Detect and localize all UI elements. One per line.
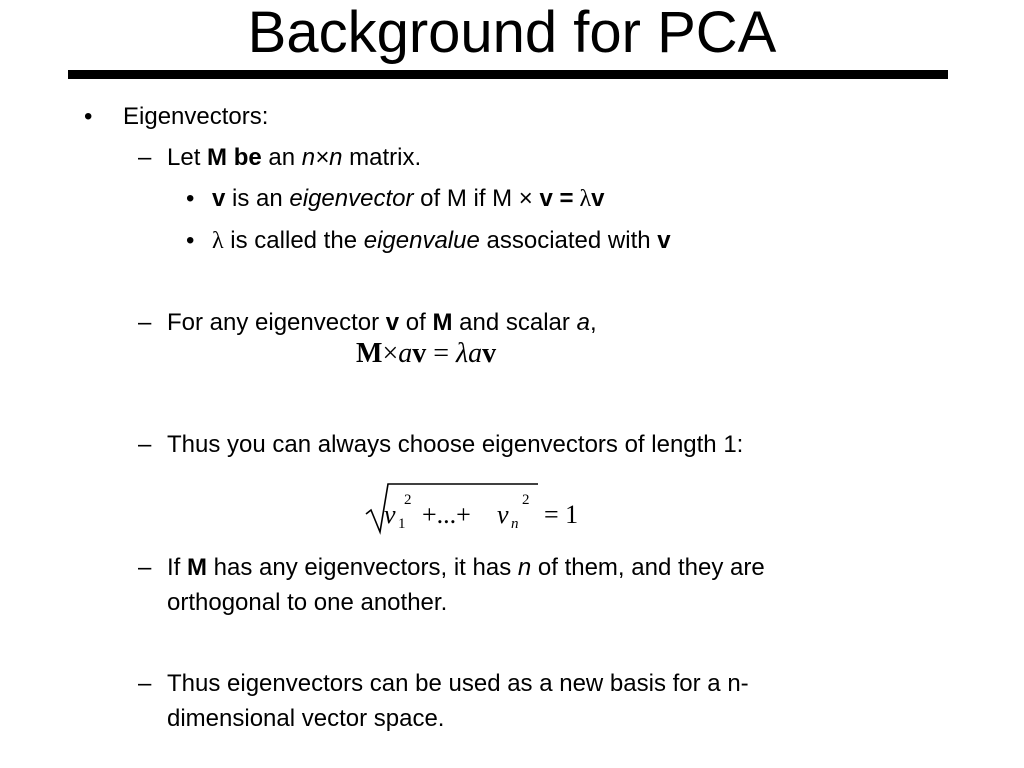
bold-v-eq: v =: [539, 185, 574, 212]
dash-marker: –: [138, 670, 152, 697]
italic-eigenvalue: eigenvalue: [363, 227, 480, 254]
eq-equals: =: [426, 338, 457, 369]
lambda: λ: [573, 186, 592, 212]
eq-equals-one: = 1: [544, 500, 579, 529]
eq-a: a: [398, 338, 413, 369]
sub-bullet-orthogonal-line2: orthogonal to one another.: [167, 589, 448, 616]
text: If: [167, 554, 188, 581]
bold-be: be: [227, 144, 262, 171]
sub-bullet-any-eigenvector: [167, 308, 597, 338]
text: and scalar: [452, 309, 577, 336]
italic-n: n: [517, 554, 532, 581]
bullet-marker: •: [84, 103, 93, 130]
dash-marker: –: [138, 554, 152, 581]
eq-m: M: [356, 338, 383, 369]
text: associated with: [479, 227, 658, 254]
text: has any eigenvectors, it has: [207, 554, 518, 581]
eq-vn-letter: v: [497, 500, 509, 529]
bold-m: M: [187, 554, 208, 581]
text: of: [399, 309, 433, 336]
sub-bullet-let-m: [167, 143, 421, 173]
bold-m: M: [207, 144, 228, 171]
bold-v: v: [385, 309, 400, 336]
title-underline: [68, 70, 948, 79]
sub-bullet-length-one: Thus you can always choose eigenvectors of length 1:: [167, 431, 744, 458]
dash-marker: –: [138, 431, 152, 458]
sub-bullet-new-basis-line2: dimensional vector space.: [167, 705, 445, 732]
eq-sup-2: 2: [404, 492, 412, 508]
eq-times: ×: [382, 338, 399, 369]
text: is an: [225, 185, 290, 212]
eq-sub-n-letter: n: [511, 516, 519, 532]
text: matrix.: [342, 144, 422, 171]
eq-vn: [497, 500, 509, 530]
text: For any eigenvector: [167, 309, 386, 336]
lambda: λ: [212, 228, 224, 254]
equation-unit-length: [364, 480, 604, 536]
eq-v: v: [412, 338, 427, 369]
italic-eigenvector: eigenvector: [289, 185, 414, 212]
eq-sup-2: 2: [522, 492, 530, 508]
slide-title: Background for PCA: [247, 0, 777, 65]
eq-sub-n: [511, 516, 519, 532]
eq-lambda: λ: [456, 338, 469, 369]
text: Let: [167, 144, 208, 171]
bullet-eigenvectors: Eigenvectors:: [123, 103, 269, 130]
text: of M if M ×: [413, 185, 540, 212]
bullet-marker: •: [186, 185, 195, 212]
sub-sub-bullet-eigenvalue-def: [212, 226, 671, 256]
eq-v: v: [482, 338, 497, 369]
eq-sub-1: 1: [398, 516, 406, 532]
dash-marker: –: [138, 309, 152, 336]
text: an: [261, 144, 302, 171]
bold-v: v: [657, 227, 671, 254]
bullet-marker: •: [186, 227, 195, 254]
dash-marker: –: [138, 144, 152, 171]
text: is called the: [223, 227, 364, 254]
sub-sub-bullet-eigenvector-def: [212, 184, 605, 214]
sub-bullet-new-basis-line1: Thus eigenvectors can be used as a new basis for a n-: [167, 670, 749, 697]
eq-a: a: [468, 338, 483, 369]
eq-v1: [384, 500, 396, 530]
text: of them, and they are: [531, 554, 765, 581]
italic-a: a: [576, 309, 590, 336]
bold-m: M: [432, 309, 453, 336]
equation-scaled-eigenvector: [356, 337, 496, 371]
sub-bullet-orthogonal-line1: [167, 553, 765, 583]
italic-nxn: n×n: [301, 144, 343, 171]
bold-v: v: [591, 185, 605, 212]
eq-v1-letter: v: [384, 500, 396, 529]
bold-v: v: [212, 185, 226, 212]
eq-plus-dots: +...+: [422, 500, 471, 529]
text: ,: [589, 309, 597, 336]
